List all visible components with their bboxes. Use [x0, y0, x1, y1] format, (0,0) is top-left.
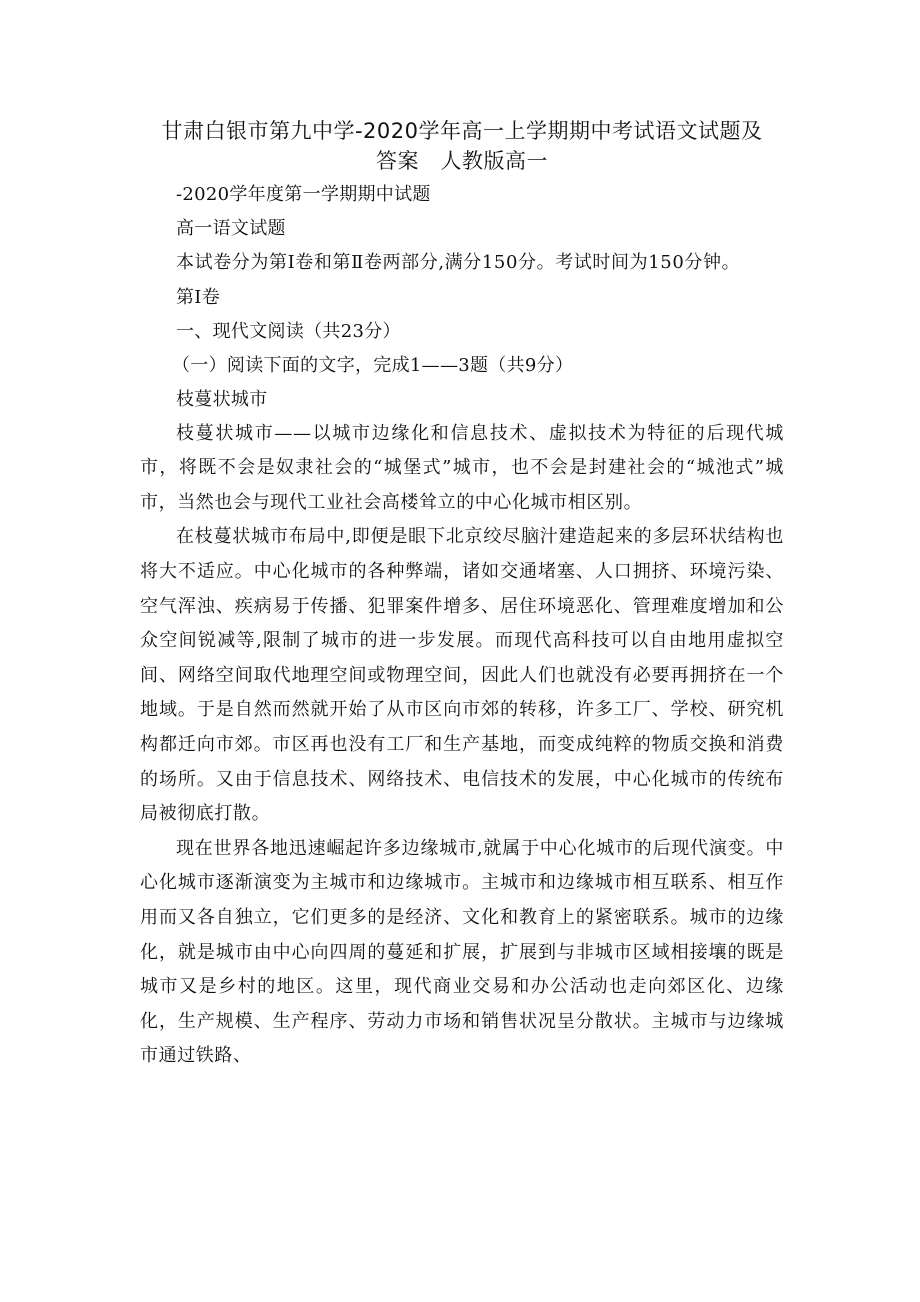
exam-name: 高一语文试题	[176, 218, 286, 239]
document-title	[140, 116, 784, 176]
volume-label: 第Ⅰ卷	[176, 286, 221, 308]
subsection-heading: （一）阅读下面的文字，完成1——3题（共9分）	[172, 354, 574, 376]
article-paragraph: 在枝蔓状城市布局中,即便是眼下北京绞尽脑汁建造起来的多层环状结构也将大不适应。中心化城市的各种弊端，诸如交通堵塞、人口拥挤、环境污染、空气浑浊、疾病易于传播、犯罪案件增多、居住环境恶化、管理难度增加和公众空间锐减等,限制了城市的进一步发展。而现代高科技可以自由地用虚拟空间、网络空间取代地理空间或物理空间，因此人们也就没有必要再拥挤在一个地域。于是自然而然就开始了从市区向市郊的转移，许多工厂、学校、研究机构都迁向市郊。市区再也没有工厂和生产基地，而变成纯粹的物质交换和消费的场所。又由于信息技术、网络技术、电信技术的发展，中心化城市的传统布局被彻底打散。	[140, 526, 784, 825]
document-title-line-1: 甘肃白银市第九中学-2020学年高一上学期期中考试语文试题及	[161, 119, 763, 143]
section-heading: 一、现代文阅读（共23分）	[176, 320, 401, 342]
document-page	[140, 116, 784, 1074]
exam-instructions: 本试卷分为第Ⅰ卷和第Ⅱ卷两部分,满分150分。考试时间为150分钟。	[176, 252, 741, 273]
document-title-line-2: 答案 人教版高一	[376, 149, 548, 173]
exam-subtitle: -2020学年度第一学期期中试题	[176, 184, 431, 205]
article-paragraph: 枝蔓状城市——以城市边缘化和信息技术、虚拟技术为特征的后现代城市，将既不会是奴隶社会的“城堡式”城市，也不会是封建社会的“城池式”城市，当然也会与现代工业社会高楼耸立的中心化城市相区别。	[140, 422, 784, 513]
article-paragraph: 现在世界各地迅速崛起许多边缘城市,就属于中心化城市的后现代演变。中心化城市逐渐演变为主城市和边缘城市。主城市和边缘城市相互联系、相互作用而又各自独立，它们更多的是经济、文化和教育上的紧密联系。城市的边缘化，就是城市由中心向四周的蔓延和扩展，扩展到与非城市区域相接壤的既是城市又是乡村的地区。这里，现代商业交易和办公活动也走向郊区化、边缘化，生产规模、生产程序、劳动力市场和销售状况呈分散状。主城市与边缘城市通过铁路、	[140, 837, 784, 1067]
article-title: 枝蔓状城市	[176, 388, 268, 410]
